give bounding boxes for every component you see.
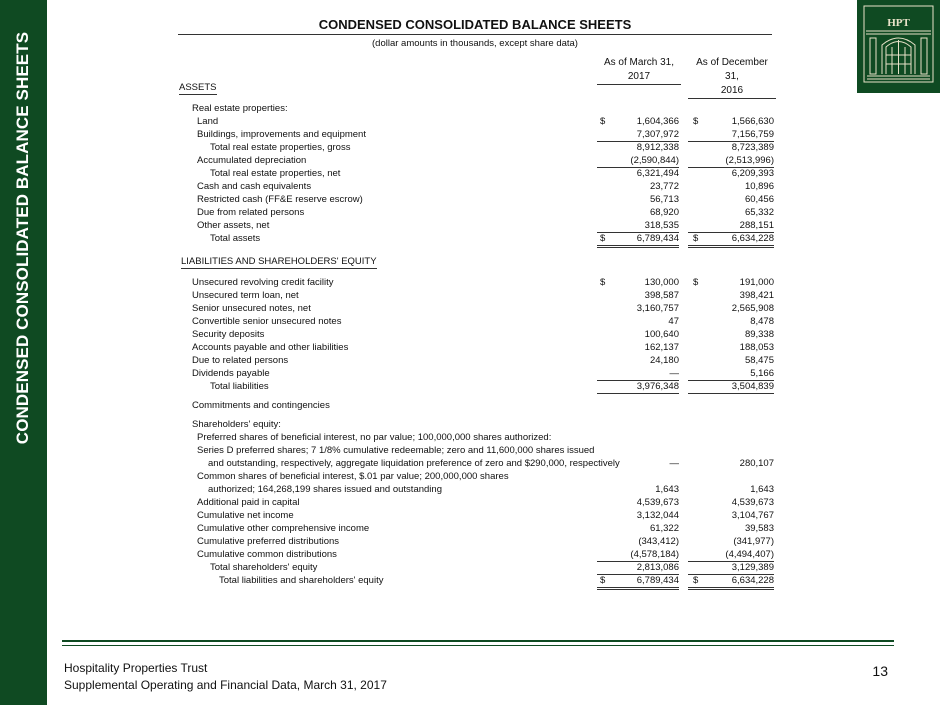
value-2016: 3,104,767 [731,510,774,521]
footer-report: Supplemental Operating and Financial Data, March 31, 2017 [64,678,387,692]
row-label: Real estate properties: [192,103,288,114]
value-2016: 188,053 [739,342,774,353]
value-2016: 3,504,839 [688,380,774,394]
value-2016: 6,634,228 [688,574,774,590]
row-label: Total real estate properties, gross [210,142,351,153]
value-2016: 6,634,228 [688,232,774,248]
row-label: Shareholders' equity: [192,419,281,430]
table-row [0,431,940,444]
table-row [0,354,940,367]
row-label: Cumulative common distributions [197,549,337,560]
side-title: CONDENSED CONSOLIDATED BALANCE SHEETS [13,31,32,445]
value-2016: 288,151 [688,219,774,233]
row-label: Due to related persons [192,355,289,366]
value-2017: 1,604,366 [636,116,679,127]
logo-text: HPT [887,17,910,29]
value-2017: 8,912,338 [636,142,679,153]
value-2017: 6,789,434 [597,574,679,590]
page-number: 13 [872,663,888,679]
row-label: Security deposits [192,329,265,340]
value-2016: 89,338 [744,329,774,340]
footer-company: Hospitality Properties Trust [64,661,208,675]
row-label: Total real estate properties, net [210,168,341,179]
value-2016: 58,475 [744,355,774,366]
row-label: Convertible senior unsecured notes [192,316,342,327]
row-label: Cumulative net income [197,510,294,521]
table-row [0,496,940,509]
column-header-2017-line1: As of March 31, [603,57,675,68]
table-row [0,380,940,393]
column-header-2017-line2: 2017 [597,70,681,85]
row-label: Unsecured revolving credit facility [192,277,334,288]
value-2017: 398,587 [644,290,679,301]
value-2016: 39,583 [744,523,774,534]
value-2017: — [597,367,679,381]
row-label: Commitments and contingencies [192,400,330,411]
value-2016: 1,566,630 [731,116,774,127]
table-row [0,457,940,470]
table-row [0,509,940,522]
value-2016: 60,456 [744,194,774,205]
row-label: Buildings, improvements and equipment [197,129,366,140]
value-2016: 4,539,673 [731,497,774,508]
dollar-sign: $ [600,116,606,127]
value-2017: 24,180 [649,355,679,366]
value-2017: 56,713 [649,194,679,205]
value-2017: 6,321,494 [636,168,679,179]
row-label: Additional paid in capital [197,497,300,508]
row-label: Total liabilities and shareholders' equity [219,575,384,586]
row-label: Accounts payable and other liabilities [192,342,349,353]
table-row [0,444,940,457]
value-2016: (4,494,407) [688,548,774,562]
value-2017: 2,813,086 [597,561,679,575]
table-row [0,548,940,561]
value-2016: 191,000 [739,277,774,288]
dollar-sign: $ [693,116,699,127]
column-header-2017 [597,56,681,85]
value-2016: 280,107 [739,458,774,469]
column-header-2016-line1: As of December 31, [696,57,768,82]
footer-rule [62,640,894,642]
table-row [0,561,940,574]
value-2017: 3,132,044 [636,510,679,521]
table-row [0,276,940,289]
value-2016: 7,156,759 [688,128,774,142]
table-row [0,232,940,245]
table-row [0,574,940,587]
row-label: Dividends payable [192,368,270,379]
table-row [0,483,940,496]
hpt-building-icon [857,0,940,93]
row-label: authorized; 164,268,199 shares issued and outstanding [208,484,442,495]
value-2017: 130,000 [644,277,679,288]
dollar-sign: $ [693,233,699,244]
value-2017: 68,920 [649,207,679,218]
table-row [0,219,940,232]
table-row [0,341,940,354]
row-label: Total shareholders' equity [210,562,318,573]
value-2016: 10,896 [744,181,774,192]
row-label: Restricted cash (FF&E reserve escrow) [197,194,363,205]
dollar-sign: $ [693,277,699,288]
row-label: Total liabilities [210,381,269,392]
row-label: Preferred shares of beneficial interest, no par value; 100,000,000 shares authorized: [197,432,552,443]
row-label: Series D preferred shares; 7 1/8% cumulative redeemable; zero and 11,600,000 shares issued [197,445,595,456]
column-header-2016 [688,56,776,99]
page-title: CONDENSED CONSOLIDATED BALANCE SHEETS [318,17,632,32]
value-2017: — [669,458,679,469]
table-row [0,418,940,431]
table-row [0,141,940,154]
table-row [0,315,940,328]
value-2017: 318,535 [597,219,679,233]
hpt-logo [857,0,940,93]
assets-header [179,82,217,93]
table-row [0,470,940,483]
dollar-sign: $ [600,575,606,586]
table-row [0,206,940,219]
column-header-2016-line2: 2016 [688,84,776,99]
table-row [0,193,940,206]
value-2017: 100,640 [644,329,679,340]
table-row [0,399,940,412]
table-row [0,167,940,180]
table-row [0,535,940,548]
value-2016: 5,166 [688,367,774,381]
value-2016: 3,129,389 [688,561,774,575]
value-2017: (4,578,184) [597,548,679,562]
row-label: Land [197,116,219,127]
value-2017: 61,322 [649,523,679,534]
title-rule [178,34,772,35]
value-2017: 47 [668,316,679,327]
row-label: Unsecured term loan, net [192,290,299,301]
value-2017: 23,772 [649,181,679,192]
table-row [0,115,940,128]
value-2017: 6,789,434 [597,232,679,248]
table-row [0,289,940,302]
liabilities-header-text: LIABILITIES AND SHAREHOLDERS' EQUITY [181,256,377,267]
value-2017: (343,412) [638,536,679,547]
row-label: Cumulative other comprehensive income [197,523,370,534]
row-label: Accumulated depreciation [197,155,307,166]
row-label: and outstanding, respectively, aggregate liquidation preference of zero and $290,000, respectively [208,458,620,469]
dollar-sign: $ [693,575,699,586]
page-subtitle: (dollar amounts in thousands, except share data) [372,38,578,49]
row-label: Common shares of beneficial interest, $.01 par value; 200,000,000 shares [197,471,509,482]
liabilities-header [181,256,377,267]
table-row [0,102,940,115]
row-label: Due from related persons [197,207,305,218]
table-row [0,128,940,141]
assets-header-text: ASSETS [179,82,217,93]
row-label: Cumulative preferred distributions [197,536,340,547]
value-2016: (341,977) [733,536,774,547]
value-2017: 7,307,972 [597,128,679,142]
row-label: Cash and cash equivalents [197,181,312,192]
table-row [0,180,940,193]
value-2017: (2,590,844) [597,154,679,168]
value-2016: 1,643 [750,484,774,495]
value-2016: 8,723,389 [731,142,774,153]
value-2017: 1,643 [655,484,679,495]
value-2016: (2,513,996) [688,154,774,168]
footer-rule [62,645,894,646]
value-2017: 3,976,348 [597,380,679,394]
table-row [0,328,940,341]
row-label: Total assets [210,233,261,244]
row-label: Other assets, net [197,220,270,231]
value-2016: 65,332 [744,207,774,218]
table-row [0,367,940,380]
value-2016: 398,421 [739,290,774,301]
value-2016: 8,478 [750,316,774,327]
table-row [0,302,940,315]
value-2016: 6,209,393 [731,168,774,179]
dollar-sign: $ [600,233,606,244]
value-2017: 162,137 [644,342,679,353]
value-2017: 3,160,757 [636,303,679,314]
value-2017: 4,539,673 [636,497,679,508]
dollar-sign: $ [600,277,606,288]
row-label: Senior unsecured notes, net [192,303,311,314]
table-row [0,154,940,167]
table-row [0,522,940,535]
value-2016: 2,565,908 [731,303,774,314]
